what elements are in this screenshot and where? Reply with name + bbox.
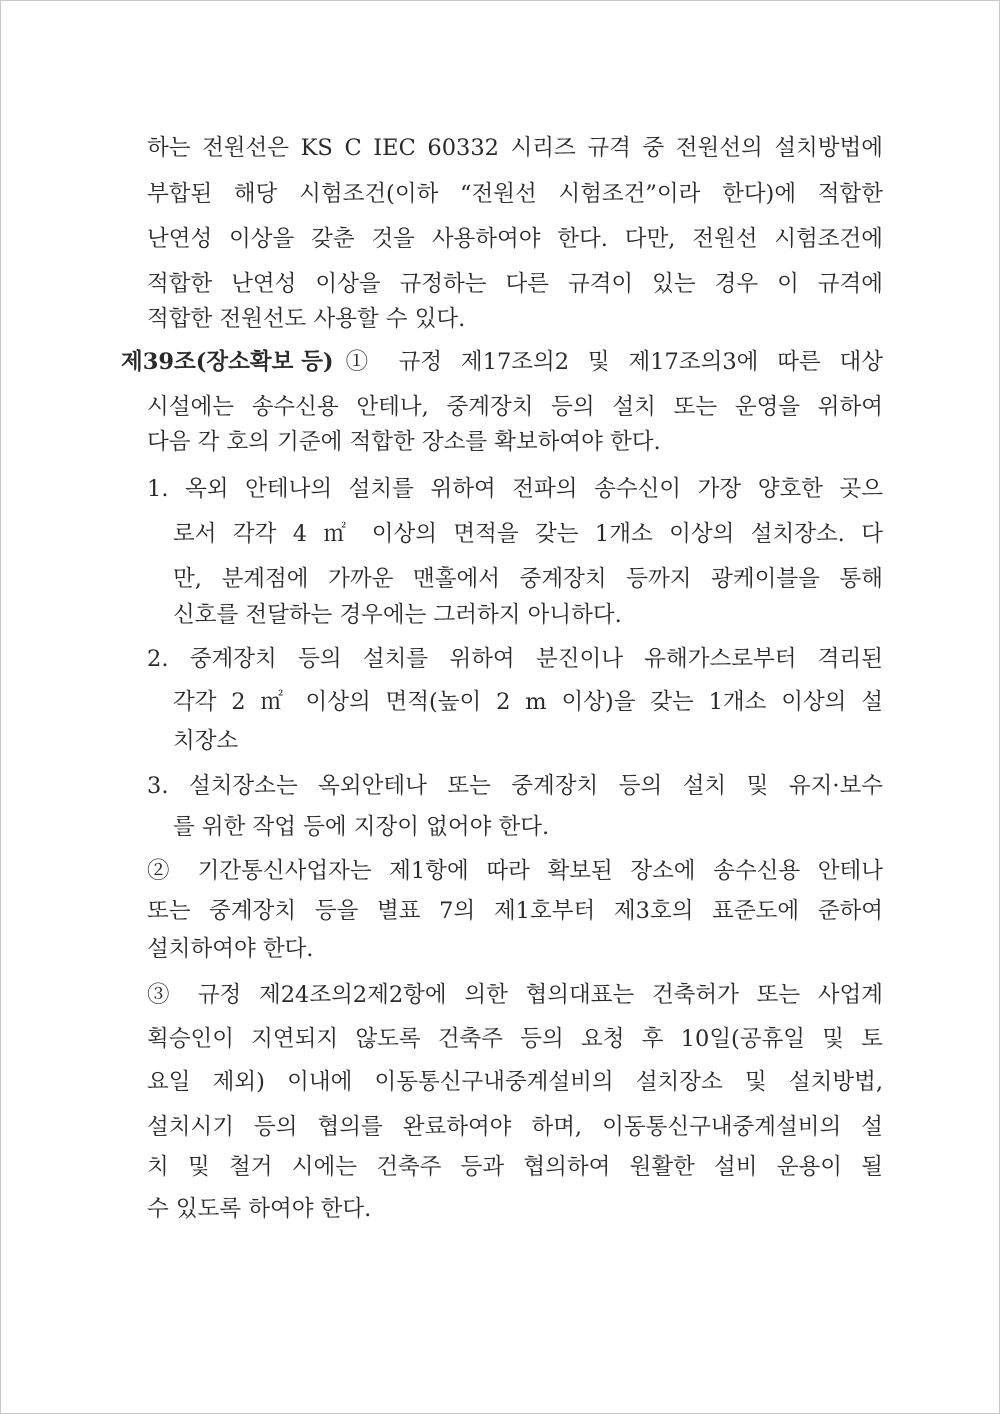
- text-line: 시설에는 송수신용 안테나, 중계장치 등의 설치 또는 운영을 위하여: [147, 394, 883, 420]
- text-line: 를 위한 작업 등에 지장이 없어야 한다.: [173, 814, 550, 840]
- text-line: 부합된 해당 시험조건(이하 “전원선 시험조건”이라 한다)에 적합한: [147, 181, 883, 207]
- text-line: 요일 제외) 이내에 이동통신구내중계설비의 설치장소 및 설치방법,: [147, 1069, 883, 1095]
- text-line: 적합한 난연성 이상을 규정하는 다른 규격이 있는 경우 이 규격에: [147, 271, 883, 297]
- text-line: 적합한 전원선도 사용할 수 있다.: [147, 306, 466, 332]
- text-line: 획승인이 지연되지 않도록 건축주 등의 요청 후 10일(공휴일 및 토: [147, 1026, 883, 1052]
- text-line: 난연성 이상을 갖춘 것을 사용하여야 한다. 다만, 전원선 시험조건에: [147, 226, 883, 252]
- paragraph-1-first-line: ① 규정 제17조의2 및 제17조의3에 따른 대상: [345, 349, 883, 375]
- text-line: 신호를 전달하는 경우에는 그러하지 아니하다.: [173, 602, 622, 628]
- text-line: 설치시기 등의 협의를 완료하여야 하며, 이동통신구내중계설비의 설: [147, 1114, 883, 1140]
- text-line: 수 있도록 하여야 한다.: [147, 1196, 372, 1222]
- text-line: 3. 설치장소는 옥외안테나 또는 중계장치 등의 설치 및 유지·보수: [147, 773, 883, 799]
- text-line: 2. 중계장치 등의 설치를 위하여 분진이나 유해가스로부터 격리된: [147, 646, 883, 672]
- text-line: 치장소: [173, 728, 239, 754]
- text-line: 설치하여야 한다.: [147, 936, 314, 962]
- text-line: ③ 규정 제24조의2제2항에 의한 협의대표는 건축허가 또는 사업계: [147, 982, 883, 1008]
- text-line: 치 및 철거 시에는 건축주 등과 협의하여 원활한 설비 운용이 될: [147, 1154, 883, 1180]
- text-line: 다음 각 호의 기준에 적합한 장소를 확보하여야 한다.: [147, 429, 661, 455]
- text-line: ② 기간통신사업자는 제1항에 따라 확보된 장소에 송수신용 안테나: [147, 858, 883, 884]
- text-line: 하는 전원선은 KS C IEC 60332 시리즈 규격 중 전원선의 설치방법에: [147, 135, 883, 161]
- article-heading: 제39조(장소확보 등): [121, 349, 334, 375]
- text-line: 각각 2 ㎡ 이상의 면적(높이 2 m 이상)을 갖는 1개소 이상의 설: [173, 689, 883, 715]
- text-line: 1. 옥외 안테나의 설치를 위하여 전파의 송수신이 가장 양호한 곳으: [147, 476, 883, 502]
- text-line: 또는 중계장치 등을 별표 7의 제1호부터 제3호의 표준도에 준하여: [147, 898, 883, 924]
- text-line: 로서 각각 4 ㎡ 이상의 면적을 갖는 1개소 이상의 설치장소. 다: [173, 521, 883, 547]
- article-first-line: [121, 344, 883, 380]
- text-line: 만, 분계점에 가까운 맨홀에서 중계장치 등까지 광케이블을 통해: [173, 566, 883, 592]
